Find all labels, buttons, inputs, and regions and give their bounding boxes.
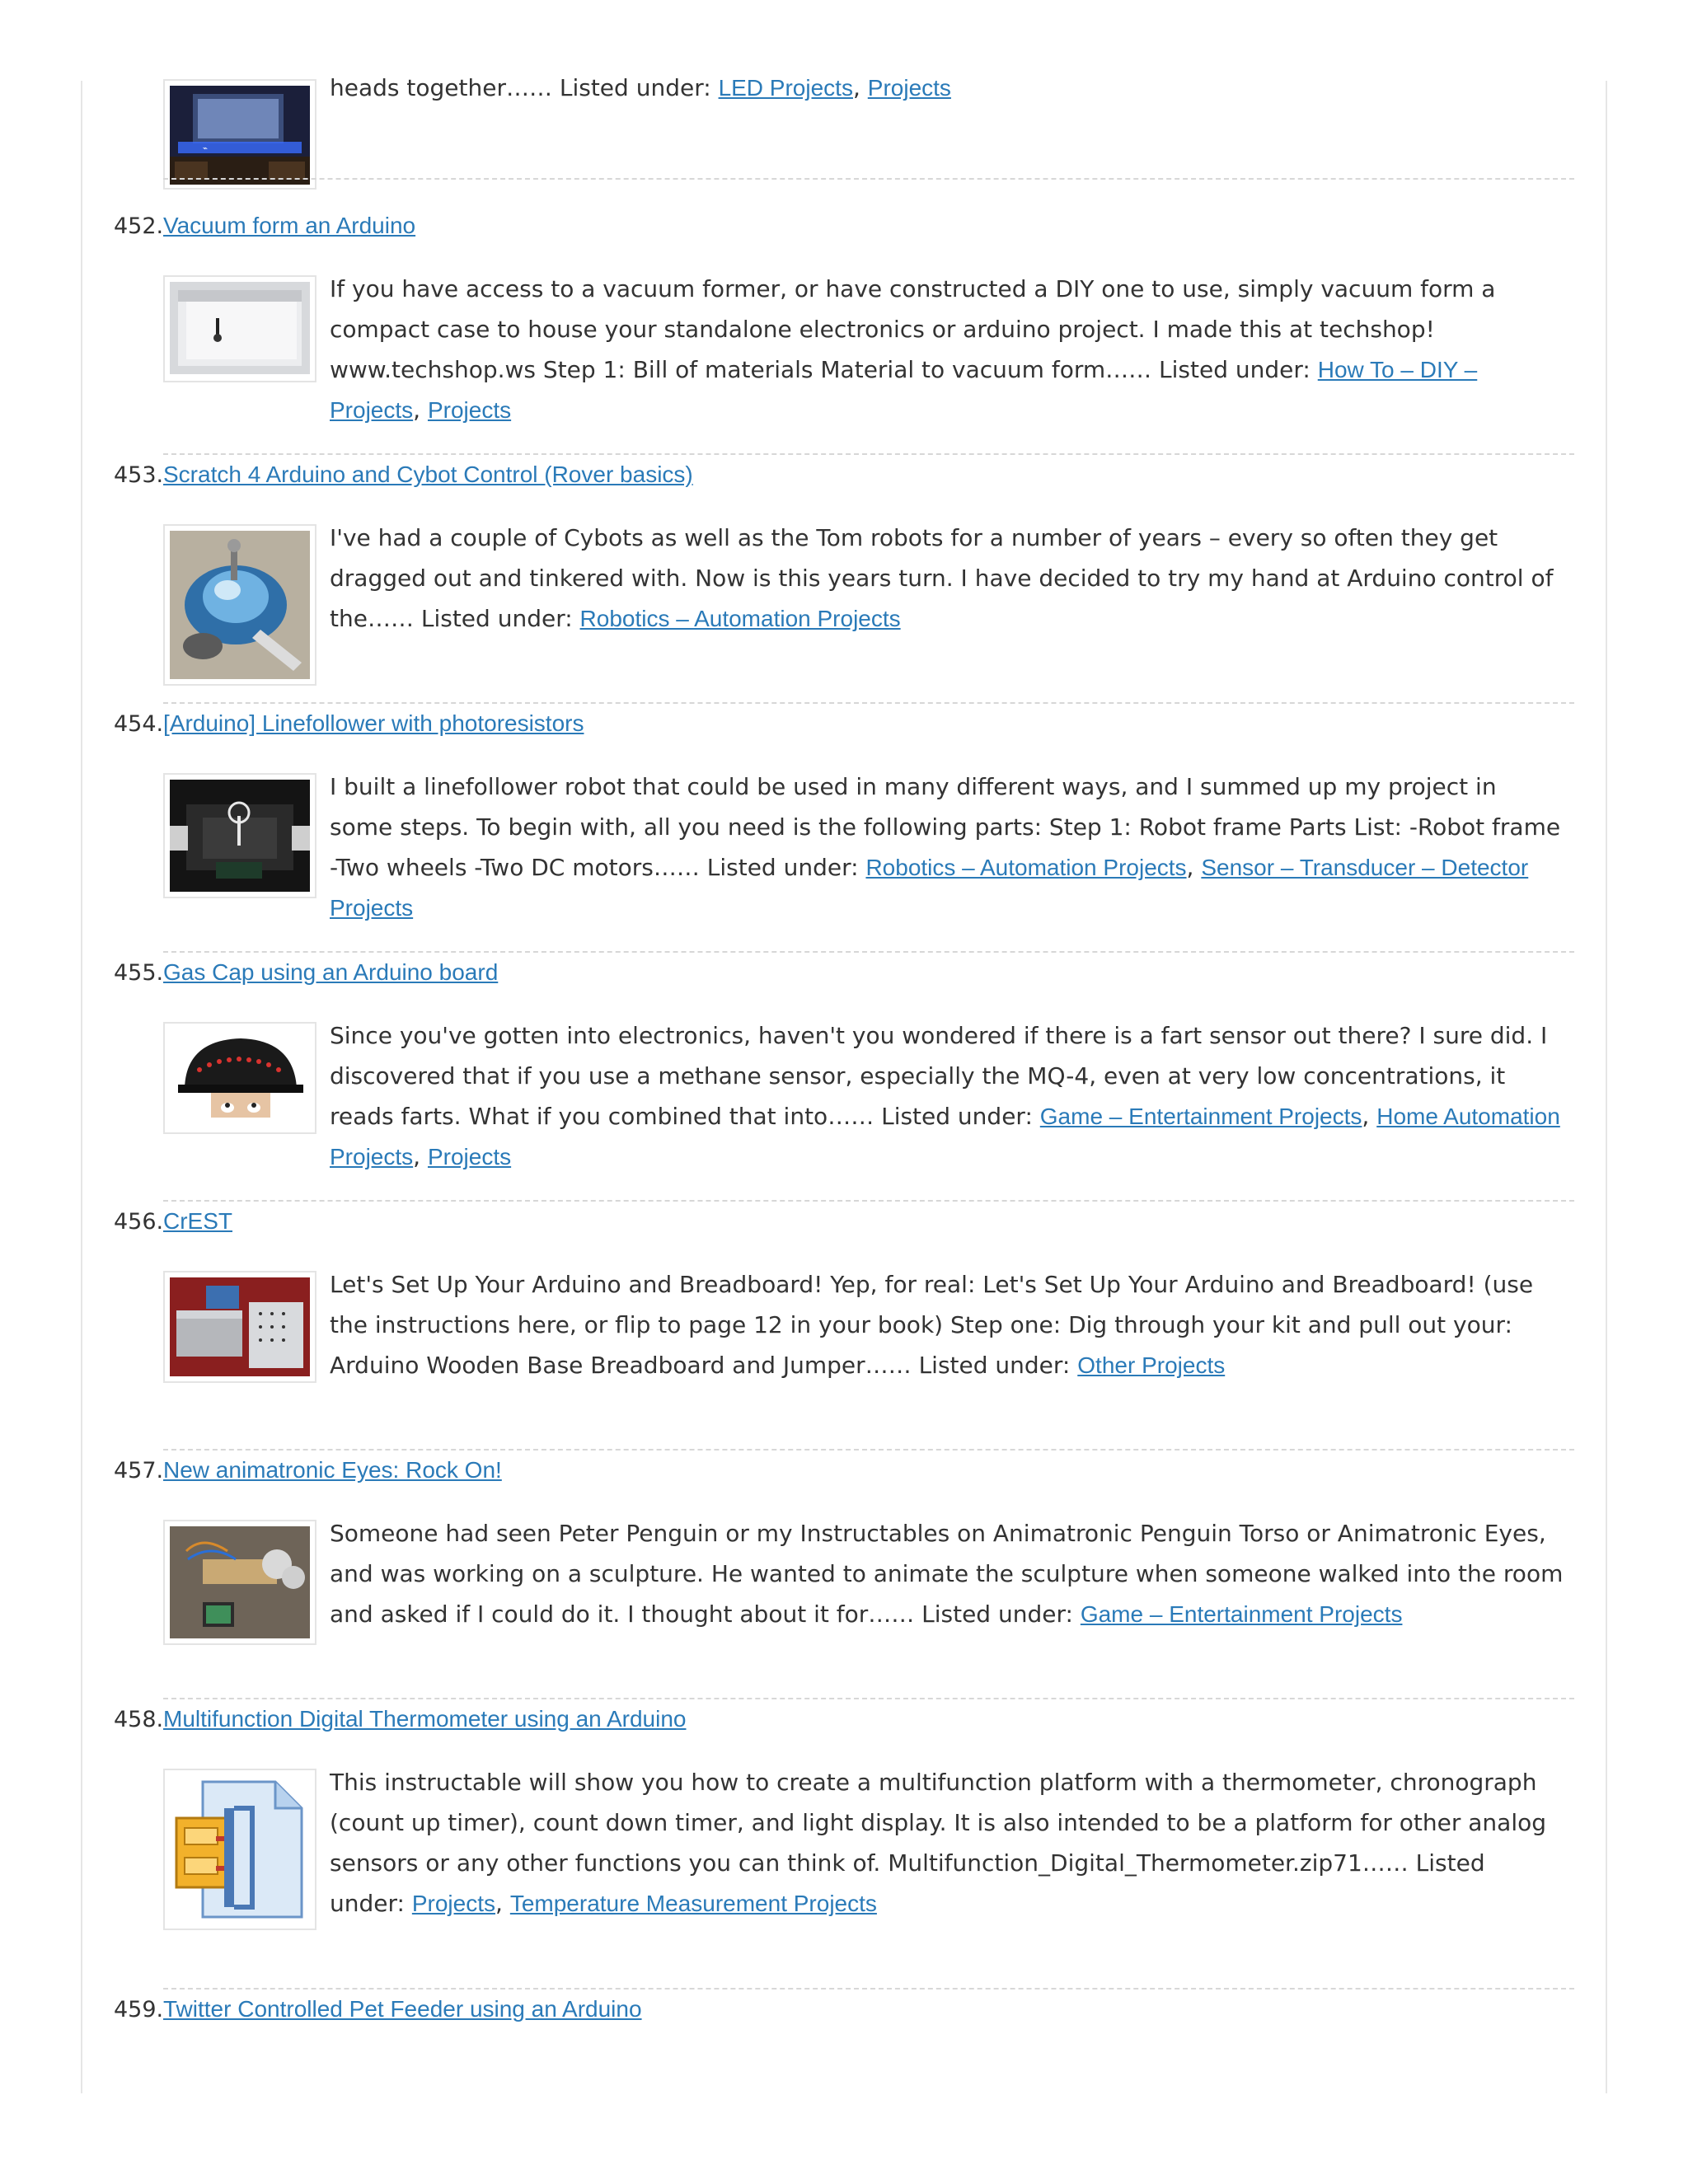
kit-boxes-thumbnail[interactable]	[163, 1271, 316, 1383]
entry-title-link[interactable]: CrEST	[163, 1208, 232, 1234]
entry-title-link[interactable]: Gas Cap using an Arduino board	[163, 959, 499, 985]
category-link[interactable]: Temperature Measurement Projects	[509, 1891, 877, 1916]
category-link[interactable]: Robotics – Automation Projects	[579, 606, 901, 631]
category-link[interactable]: Game – Entertainment Projects	[1080, 1601, 1403, 1627]
separator	[163, 1449, 1574, 1451]
animatronic-eyes-image	[170, 1526, 310, 1638]
entry-number: 458.	[114, 1707, 164, 1732]
list-item	[114, 707, 584, 740]
category-link[interactable]: How To – DIY – Projects	[330, 357, 1478, 423]
entry-body	[114, 1520, 1566, 1645]
entry-description: heads together…… Listed under: LED Projects, Projects	[330, 74, 951, 101]
list-item	[114, 74, 1566, 190]
zip-file-icon	[170, 1775, 310, 1924]
entry-number: 454.	[114, 711, 164, 737]
entry-description: Let's Set Up Your Arduino and Breadboard! Yep, for real: Let's Set Up Your Arduino and Breadboard! (use the instructions here, or flip to page 12 in your book) Step one: Dig through your kit and pull out your: Arduino Wooden Base Breadboard and Jumper…… Listed under: Other Projects	[330, 1271, 1534, 1379]
category-link[interactable]: Projects	[867, 75, 951, 101]
list-item	[114, 1993, 642, 2026]
vacuum-case-image	[170, 282, 310, 374]
separator	[163, 1988, 1574, 1990]
entry-body	[114, 1271, 1566, 1385]
entry-number: 452.	[114, 213, 164, 239]
list-item	[114, 209, 415, 242]
left-rail	[81, 81, 82, 2093]
entry-number: 453.	[114, 462, 164, 488]
cybot-image	[170, 531, 310, 679]
entry-description: This instructable will show you how to create a multifunction platform with a thermometer, chronograph (count up timer), count down timer, and light display. It is also intended to be a platform for other analog sensors or any other functions you can think of. Multifunction_Digital_Thermometer.zip71…… Listed under: Projects, Temperature Measurement Projects	[330, 1769, 1547, 1917]
category-link[interactable]: Projects	[427, 397, 512, 423]
linefollower-thumbnail[interactable]	[163, 773, 316, 898]
list-item	[114, 956, 498, 989]
separator	[163, 1200, 1574, 1202]
list-item	[114, 458, 693, 491]
category-link[interactable]: Projects	[427, 1144, 512, 1169]
entry-description: I've had a couple of Cybots as well as the Tom robots for a number of years – every so often they get dragged out and tinkered with. Now is this years turn. I have decided to try my hand at Arduino control of the…… Listed under: Robotics – Automation Projects	[330, 524, 1554, 632]
entry-body	[114, 1022, 1566, 1177]
entry-title-link[interactable]: Scratch 4 Arduino and Cybot Control (Rover basics)	[163, 462, 693, 487]
category-link[interactable]: Game – Entertainment Projects	[1039, 1104, 1362, 1129]
zip-file-thumbnail[interactable]	[163, 1769, 316, 1930]
svg-text:⌁: ⌁	[203, 144, 209, 153]
category-link[interactable]: Other Projects	[1077, 1352, 1226, 1378]
entry-title-link[interactable]: New animatronic Eyes: Rock On!	[163, 1457, 502, 1483]
vacuum-case-thumbnail[interactable]	[163, 275, 316, 382]
entry-title-link[interactable]: Twitter Controlled Pet Feeder using an Arduino	[163, 1996, 642, 2022]
entry-description: Since you've gotten into electronics, haven't you wondered if there is a fart sensor out there? I sure did. I discovered that if you use a methane sensor, especially the MQ-4, even at very low concentrations, it reads farts. What if you combined that into…… Listed under: Game – Entertainment Projects, Home Automation Projects, Projects	[330, 1022, 1560, 1170]
entry-number: 455.	[114, 960, 164, 986]
entry-title-link[interactable]: Multifunction Digital Thermometer using an Arduino	[163, 1706, 687, 1732]
separator	[163, 1698, 1574, 1699]
entry-number: 457.	[114, 1458, 164, 1483]
animatronic-eyes-thumbnail[interactable]	[163, 1520, 316, 1645]
entry-description: Someone had seen Peter Penguin or my Instructables on Animatronic Penguin Torso or Animatronic Eyes, and was working on a sculpture. He wanted to animate the sculpture when someone walked into the room and asked if I could do it. I thought about it for…… Listed under: Game – Entertainment Projects	[330, 1520, 1564, 1628]
led-cap-thumbnail[interactable]	[163, 1022, 316, 1134]
led-sign-thumbnail[interactable]	[163, 79, 316, 190]
entry-number: 456.	[114, 1209, 164, 1235]
category-link[interactable]: Sensor – Transducer – Detector Projects	[330, 855, 1529, 921]
category-link[interactable]: Home Automation Projects	[330, 1104, 1560, 1169]
separator	[163, 453, 1574, 455]
kit-boxes-image	[170, 1277, 310, 1376]
entry-description: I built a linefollower robot that could be used in many different ways, and I summed up my project in some steps. To begin with, all you need is the following parts: Step 1: Robot frame Parts List: -Robot frame -Two wheels -Two DC motors…… Listed under: Robotics – Automation Projects, Sensor – Transducer – Detector Projects	[330, 773, 1561, 921]
entry-title-link[interactable]: Vacuum form an Arduino	[163, 213, 416, 238]
list-item	[114, 1205, 232, 1238]
entry-body	[114, 1769, 1566, 1930]
entry-description: If you have access to a vacuum former, or have constructed a DIY one to use, simply vacuum form a compact case to house your standalone electronics or arduino project. I made this at techshop! www.techshop.ws Step 1: Bill of materials Material to vacuum form…… Listed under: How To – DIY – Projects, Projects	[330, 275, 1496, 424]
category-link[interactable]: Robotics – Automation Projects	[865, 855, 1187, 880]
entry-body	[114, 524, 1566, 686]
entry-body	[114, 773, 1566, 928]
separator	[163, 178, 1574, 180]
led-cap-image	[170, 1029, 310, 1127]
list-item	[114, 1454, 502, 1487]
category-link[interactable]: LED Projects	[718, 75, 853, 101]
entry-title-link[interactable]: [Arduino] Linefollower with photoresistors	[163, 710, 584, 736]
entry-body	[114, 275, 1566, 430]
list-item	[114, 1703, 686, 1736]
linefollower-image	[170, 780, 310, 892]
cybot-thumbnail[interactable]	[163, 524, 316, 686]
entry-number: 459.	[114, 1997, 164, 2022]
separator	[163, 951, 1574, 953]
separator	[163, 702, 1574, 704]
right-rail	[1606, 81, 1607, 2093]
category-link[interactable]: Projects	[411, 1891, 496, 1916]
led-sign-image	[170, 86, 310, 185]
